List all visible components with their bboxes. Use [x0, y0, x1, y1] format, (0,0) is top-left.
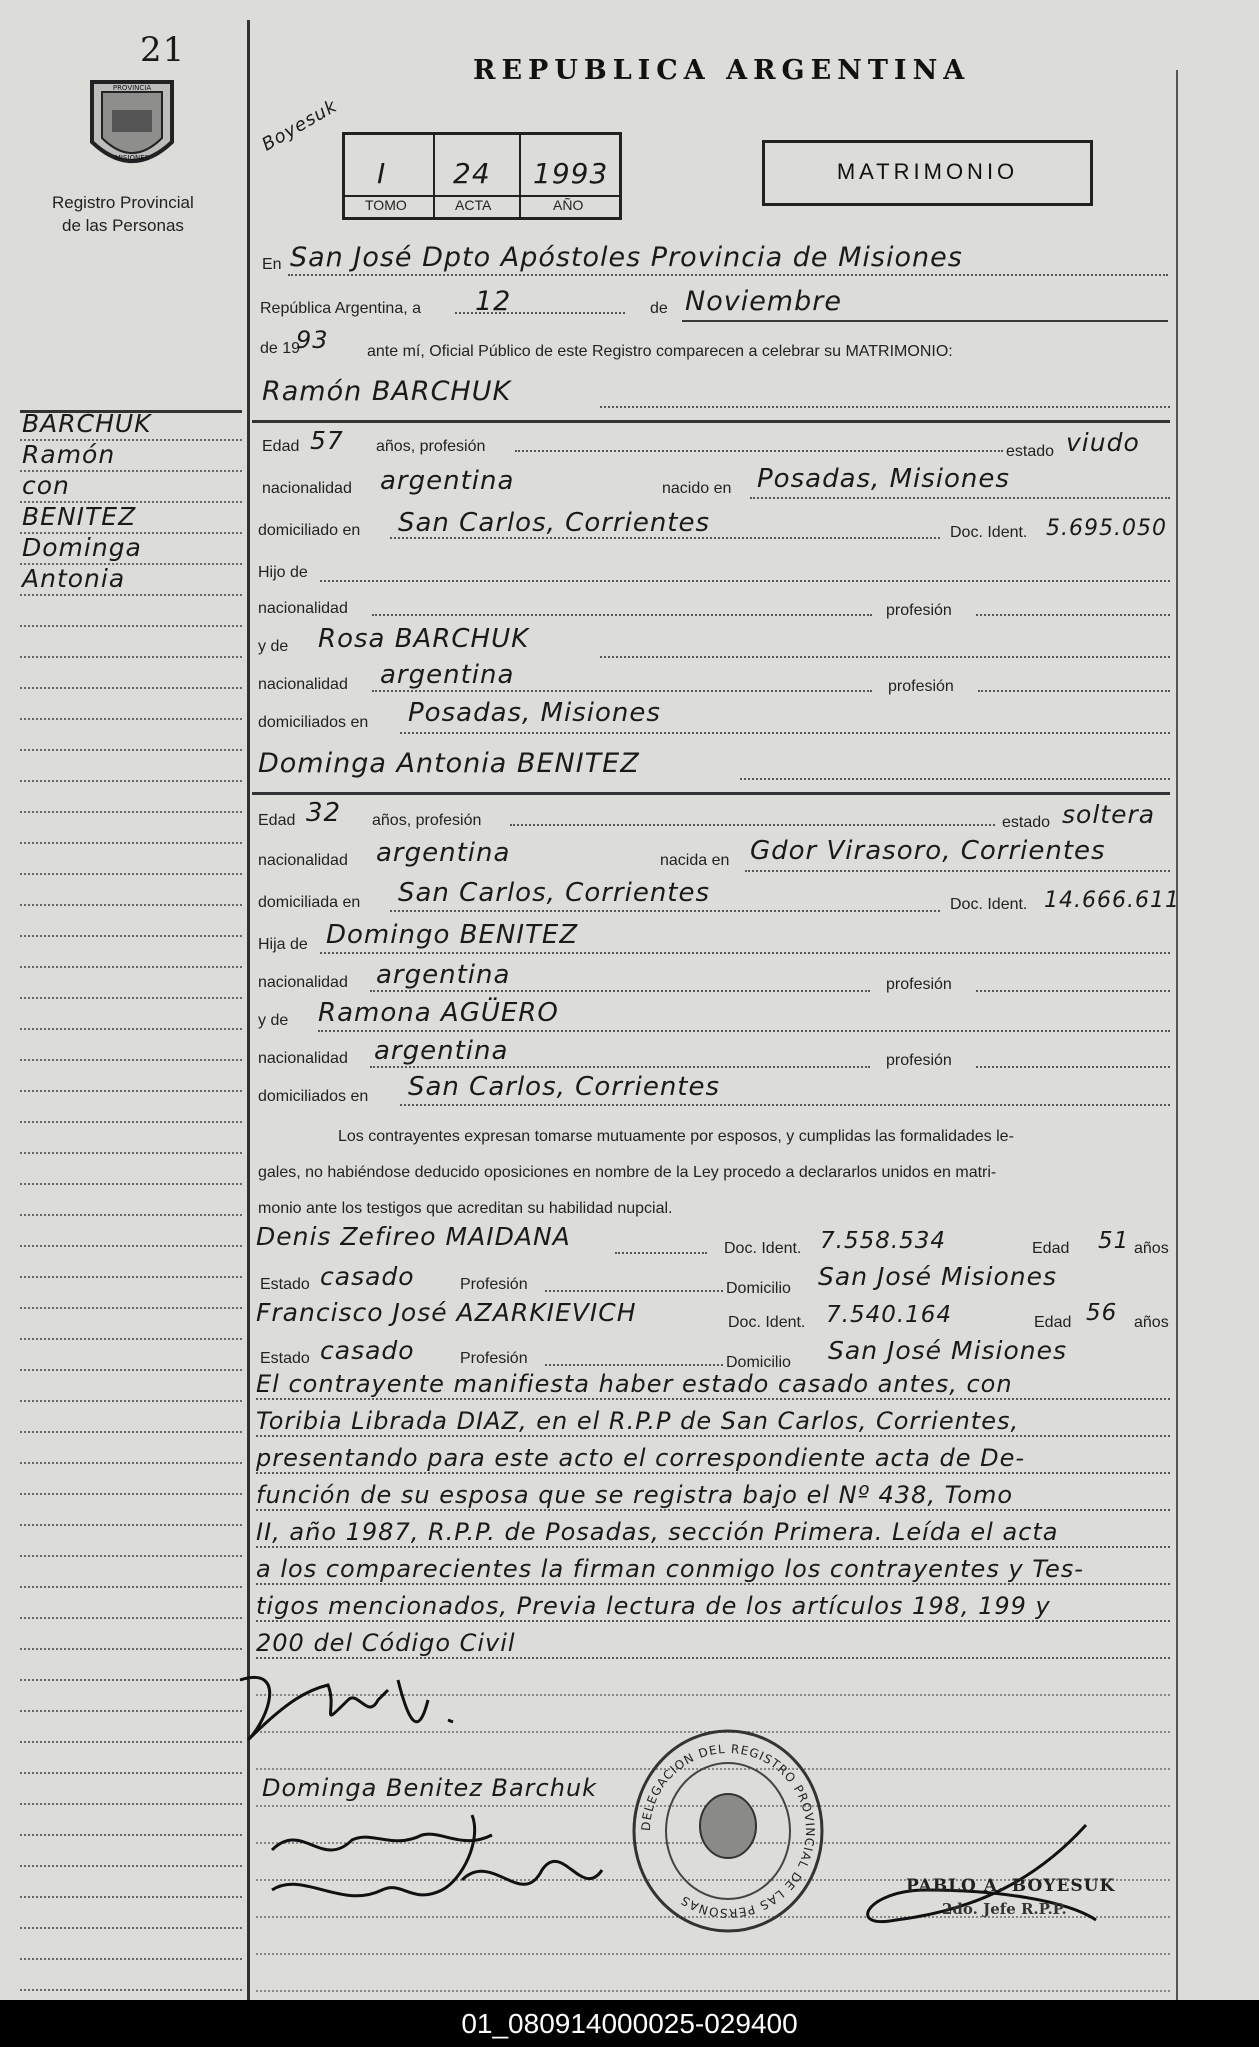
bride-mother-prof-label: profesión — [886, 1052, 952, 1069]
groom-padres-dom-label: domiciliados en — [258, 714, 369, 731]
note-line: II, año 1987, R.P.P. de Posadas, sección Primera. Leída el acta — [256, 1518, 1059, 1546]
margin-line — [20, 410, 242, 441]
bride-edad: 32 — [306, 798, 342, 828]
official-title: 2do. Jefe R.P.P. — [942, 1900, 1067, 1918]
margin-line — [20, 627, 242, 658]
bride-edad-label: Edad — [258, 812, 296, 829]
margin-line — [20, 689, 242, 720]
margin-line — [20, 937, 242, 968]
bride-estado: soltera — [1062, 800, 1156, 829]
day-value: 12 — [475, 286, 512, 317]
declaration-line-2: gales, no habiéndose deducido oposiciones en nombre de la Ley procedo a declararlos unidos en matri- — [258, 1164, 997, 1181]
note-line: 200 del Código Civil — [256, 1629, 516, 1657]
witness-1-estado: casado — [320, 1262, 415, 1291]
declaration-line-3: monio ante los testigos que acreditan su habilidad nupcial. — [258, 1200, 673, 1217]
margin-line — [20, 720, 242, 751]
margin-line — [20, 1061, 242, 1092]
margin-name: con — [22, 471, 70, 500]
margin-line — [20, 1340, 242, 1371]
margin-line — [20, 1557, 242, 1588]
bride-father-nac: argentina — [376, 960, 511, 990]
witness-2-prof-label: Profesión — [460, 1350, 528, 1367]
bride-nac-label: nacionalidad — [258, 852, 348, 869]
margin-line — [20, 1774, 242, 1805]
bride-father-prof-label: profesión — [886, 976, 952, 993]
groom-father-nac-label: nacionalidad — [258, 600, 348, 617]
groom-mother-nac-label: nacionalidad — [258, 676, 348, 693]
bride-dom: San Carlos, Corrientes — [398, 878, 711, 908]
footer-code: 01_080914000025-029400 — [0, 2000, 1259, 2047]
document-type-box — [762, 140, 1093, 206]
bride-estado-label: estado — [1002, 814, 1051, 831]
margin-line — [20, 1185, 242, 1216]
official-name: PABLO A. BOYESUK — [906, 1876, 1116, 1896]
margin-line — [20, 1681, 242, 1712]
margin-line — [20, 1898, 242, 1929]
witness-2-edad: 56 — [1086, 1300, 1118, 1326]
province-emblem-icon — [82, 72, 182, 182]
margin-note: Boyesuk — [258, 95, 341, 156]
bride-signature: Dominga Benitez Barchuk — [262, 1774, 598, 1802]
right-rule — [1176, 70, 1178, 2000]
margin-name: Ramón — [22, 440, 116, 469]
note-line: Toribia Librada DIAZ, en el R.P.P de San Carlos, Corrientes, — [256, 1407, 1020, 1435]
bride-nac: argentina — [376, 838, 511, 868]
witness-2-doc: 7.540.164 — [826, 1302, 953, 1328]
year-prefix: de 19 — [260, 340, 301, 357]
bride-dom-label: domiciliada en — [258, 894, 361, 911]
margin-line — [20, 441, 242, 472]
witness-1-edad-label: Edad — [1032, 1240, 1070, 1257]
groom-mother: Rosa BARCHUK — [318, 624, 530, 654]
groom-nac-label: nacionalidad — [262, 480, 352, 497]
declaration-line-1: Los contrayentes expresan tomarse mutuamente por esposos, y cumplidas las formalidades le- — [338, 1128, 1014, 1145]
groom-dom-label: domiciliado en — [258, 522, 361, 539]
margin-line — [20, 534, 242, 565]
witness-1-name: Denis Zefireo MAIDANA — [256, 1222, 571, 1251]
document-title: REPUBLICA ARGENTINA — [473, 55, 971, 86]
bride-father-nac-label: nacionalidad — [258, 974, 348, 991]
margin-line — [20, 1123, 242, 1154]
groom-mother-prof-label: profesión — [888, 678, 954, 695]
margin-line — [20, 1092, 242, 1123]
groom-nacido: Posadas, Misiones — [757, 464, 1010, 494]
witness-1-domicilio-label: Domicilio — [726, 1280, 791, 1297]
document-type: MATRIMONIO — [836, 159, 1019, 184]
witness-2-anos-label: años — [1134, 1314, 1169, 1331]
year-suffix: 93 — [296, 326, 329, 354]
groom-estado-label: estado — [1006, 443, 1055, 460]
witness-1-anos-label: años — [1134, 1240, 1169, 1257]
tomo-value: I — [377, 157, 387, 190]
bride-anos-label: años, profesión — [372, 812, 482, 829]
emblem-top-text: PROVINCIA — [112, 84, 152, 92]
note-line: a los comparecientes la firman conmigo los contrayentes y Tes- — [256, 1555, 1084, 1583]
bride-mother-nac-label: nacionalidad — [258, 1050, 348, 1067]
margin-line — [20, 1495, 242, 1526]
bride-hija-label: Hija de — [258, 936, 308, 953]
margin-line — [20, 1619, 242, 1650]
ano-value: 1993 — [533, 157, 609, 190]
groom-yde-label: y de — [258, 638, 289, 655]
republica-label: República Argentina, a — [260, 300, 421, 317]
margin-line — [20, 813, 242, 844]
note-line: presentando para este acto el correspondiente acta de De- — [256, 1444, 1026, 1472]
stamp-text: DELEGACION DEL REGISTRO PROVINCIAL DE LAS PERSONAS — [638, 1741, 818, 1921]
margin-line — [20, 1588, 242, 1619]
registry-line-1: Registro Provincial — [52, 193, 194, 212]
margin-line — [20, 1154, 242, 1185]
witness-2-estado-label: Estado — [260, 1350, 310, 1367]
margin-line — [20, 782, 242, 813]
margin-line — [20, 968, 242, 999]
bride-father: Domingo BENITEZ — [326, 920, 579, 950]
comparecen-text: ante mí, Oficial Público de este Registro comparecen a celebrar su MATRIMONIO: — [367, 343, 953, 360]
margin-line — [20, 1402, 242, 1433]
witness-signatures-icon — [262, 1810, 622, 1930]
witness-1-domicilio: San José Misiones — [818, 1262, 1058, 1291]
en-label: En — [262, 256, 282, 273]
margin-name: BENITEZ — [22, 502, 137, 531]
bride-name: Dominga Antonia BENITEZ — [258, 748, 640, 779]
de-label: de — [650, 300, 668, 317]
witness-1-doc-label: Doc. Ident. — [724, 1240, 802, 1257]
note-line: tigos mencionados, Previa lectura de los artículos 198, 199 y — [256, 1592, 1051, 1620]
month-value: Noviembre — [685, 286, 842, 317]
margin-line — [20, 565, 242, 596]
emblem-bottom-text: MISIONES — [114, 154, 150, 162]
witness-1-edad: 51 — [1098, 1228, 1130, 1254]
note-line: El contrayente manifiesta haber estado casado antes, con — [256, 1370, 1013, 1398]
bride-mother: Ramona AGÜERO — [318, 998, 559, 1028]
margin-line — [20, 658, 242, 689]
witness-2-domicilio-label: Domicilio — [726, 1354, 791, 1371]
margin-line — [20, 1278, 242, 1309]
margin-line — [20, 1526, 242, 1557]
margin-line — [20, 1650, 242, 1681]
witness-2-edad-label: Edad — [1034, 1314, 1072, 1331]
margin-line — [20, 1247, 242, 1278]
margin-line — [20, 1030, 242, 1061]
tomo-acta-ano-box — [342, 132, 622, 220]
bride-padres-dom: San Carlos, Corrientes — [408, 1072, 721, 1102]
margin-name: BARCHUK — [22, 409, 152, 438]
groom-signature-icon — [228, 1660, 488, 1760]
bride-yde-label: y de — [258, 1012, 289, 1029]
acta-value: 24 — [453, 157, 491, 190]
margin-line — [20, 1309, 242, 1340]
margin-line — [20, 844, 242, 875]
margin-line — [20, 1216, 242, 1247]
margin-line — [20, 1712, 242, 1743]
margin-line — [20, 999, 242, 1030]
margin-line — [20, 1929, 242, 1960]
groom-father-prof-label: profesión — [886, 602, 952, 619]
groom-doc-label: Doc. Ident. — [950, 524, 1028, 541]
bride-nacida: Gdor Virasoro, Corrientes — [750, 836, 1106, 866]
registry-line-2: de las Personas — [62, 216, 184, 235]
witness-2-name: Francisco José AZARKIEVICH — [256, 1298, 637, 1327]
margin-line — [20, 1836, 242, 1867]
groom-padres-dom: Posadas, Misiones — [408, 698, 661, 728]
groom-mother-nac: argentina — [380, 660, 515, 690]
groom-edad-label: Edad — [262, 438, 300, 455]
margin-line — [20, 472, 242, 503]
margin-line — [20, 1960, 242, 1991]
groom-edad: 57 — [310, 426, 344, 455]
margin-line — [20, 503, 242, 534]
ano-label: AÑO — [553, 197, 584, 213]
registry-stamp-icon — [628, 1726, 828, 1936]
margin-line — [20, 596, 242, 627]
margin-line — [20, 1464, 242, 1495]
witness-1-doc: 7.558.534 — [820, 1228, 947, 1254]
place-value: San José Dpto Apóstoles Provincia de Misiones — [290, 242, 963, 273]
margin-line — [20, 906, 242, 937]
witness-2-doc-label: Doc. Ident. — [728, 1314, 806, 1331]
groom-nacido-label: nacido en — [662, 480, 732, 497]
tomo-label: TOMO — [365, 197, 407, 213]
margin-name: Dominga — [22, 533, 142, 562]
acta-label: ACTA — [455, 197, 492, 213]
witness-1-prof-label: Profesión — [460, 1276, 528, 1293]
groom-hijo-label: Hijo de — [258, 564, 308, 581]
margin-line — [20, 875, 242, 906]
groom-doc: 5.695.050 — [1046, 516, 1167, 541]
groom-anos-label: años, profesión — [376, 438, 486, 455]
witness-1-estado-label: Estado — [260, 1276, 310, 1293]
margin-names-column — [20, 410, 242, 2000]
note-line: función de su esposa que se registra bajo el Nº 438, Tomo — [256, 1481, 1014, 1509]
page-number: 21 — [140, 30, 186, 70]
bride-padres-dom-label: domiciliados en — [258, 1088, 369, 1105]
margin-line — [20, 751, 242, 782]
margin-line — [20, 1991, 242, 2000]
margin-line — [20, 1433, 242, 1464]
margin-name: Antonia — [22, 564, 126, 593]
margin-line — [20, 1743, 242, 1774]
margin-line — [20, 1867, 242, 1898]
groom-dom: San Carlos, Corrientes — [398, 508, 711, 538]
margin-line — [20, 1371, 242, 1402]
bride-nacida-label: nacida en — [660, 852, 730, 869]
witness-2-estado: casado — [320, 1336, 415, 1365]
witness-2-domicilio: San José Misiones — [828, 1336, 1068, 1365]
bride-doc-label: Doc. Ident. — [950, 896, 1028, 913]
bride-mother-nac: argentina — [374, 1036, 509, 1066]
bride-doc: 14.666.611 — [1044, 888, 1180, 913]
groom-estado: viudo — [1066, 428, 1140, 457]
groom-nac: argentina — [380, 466, 515, 496]
margin-line — [20, 1805, 242, 1836]
groom-name: Ramón BARCHUK — [262, 376, 512, 407]
